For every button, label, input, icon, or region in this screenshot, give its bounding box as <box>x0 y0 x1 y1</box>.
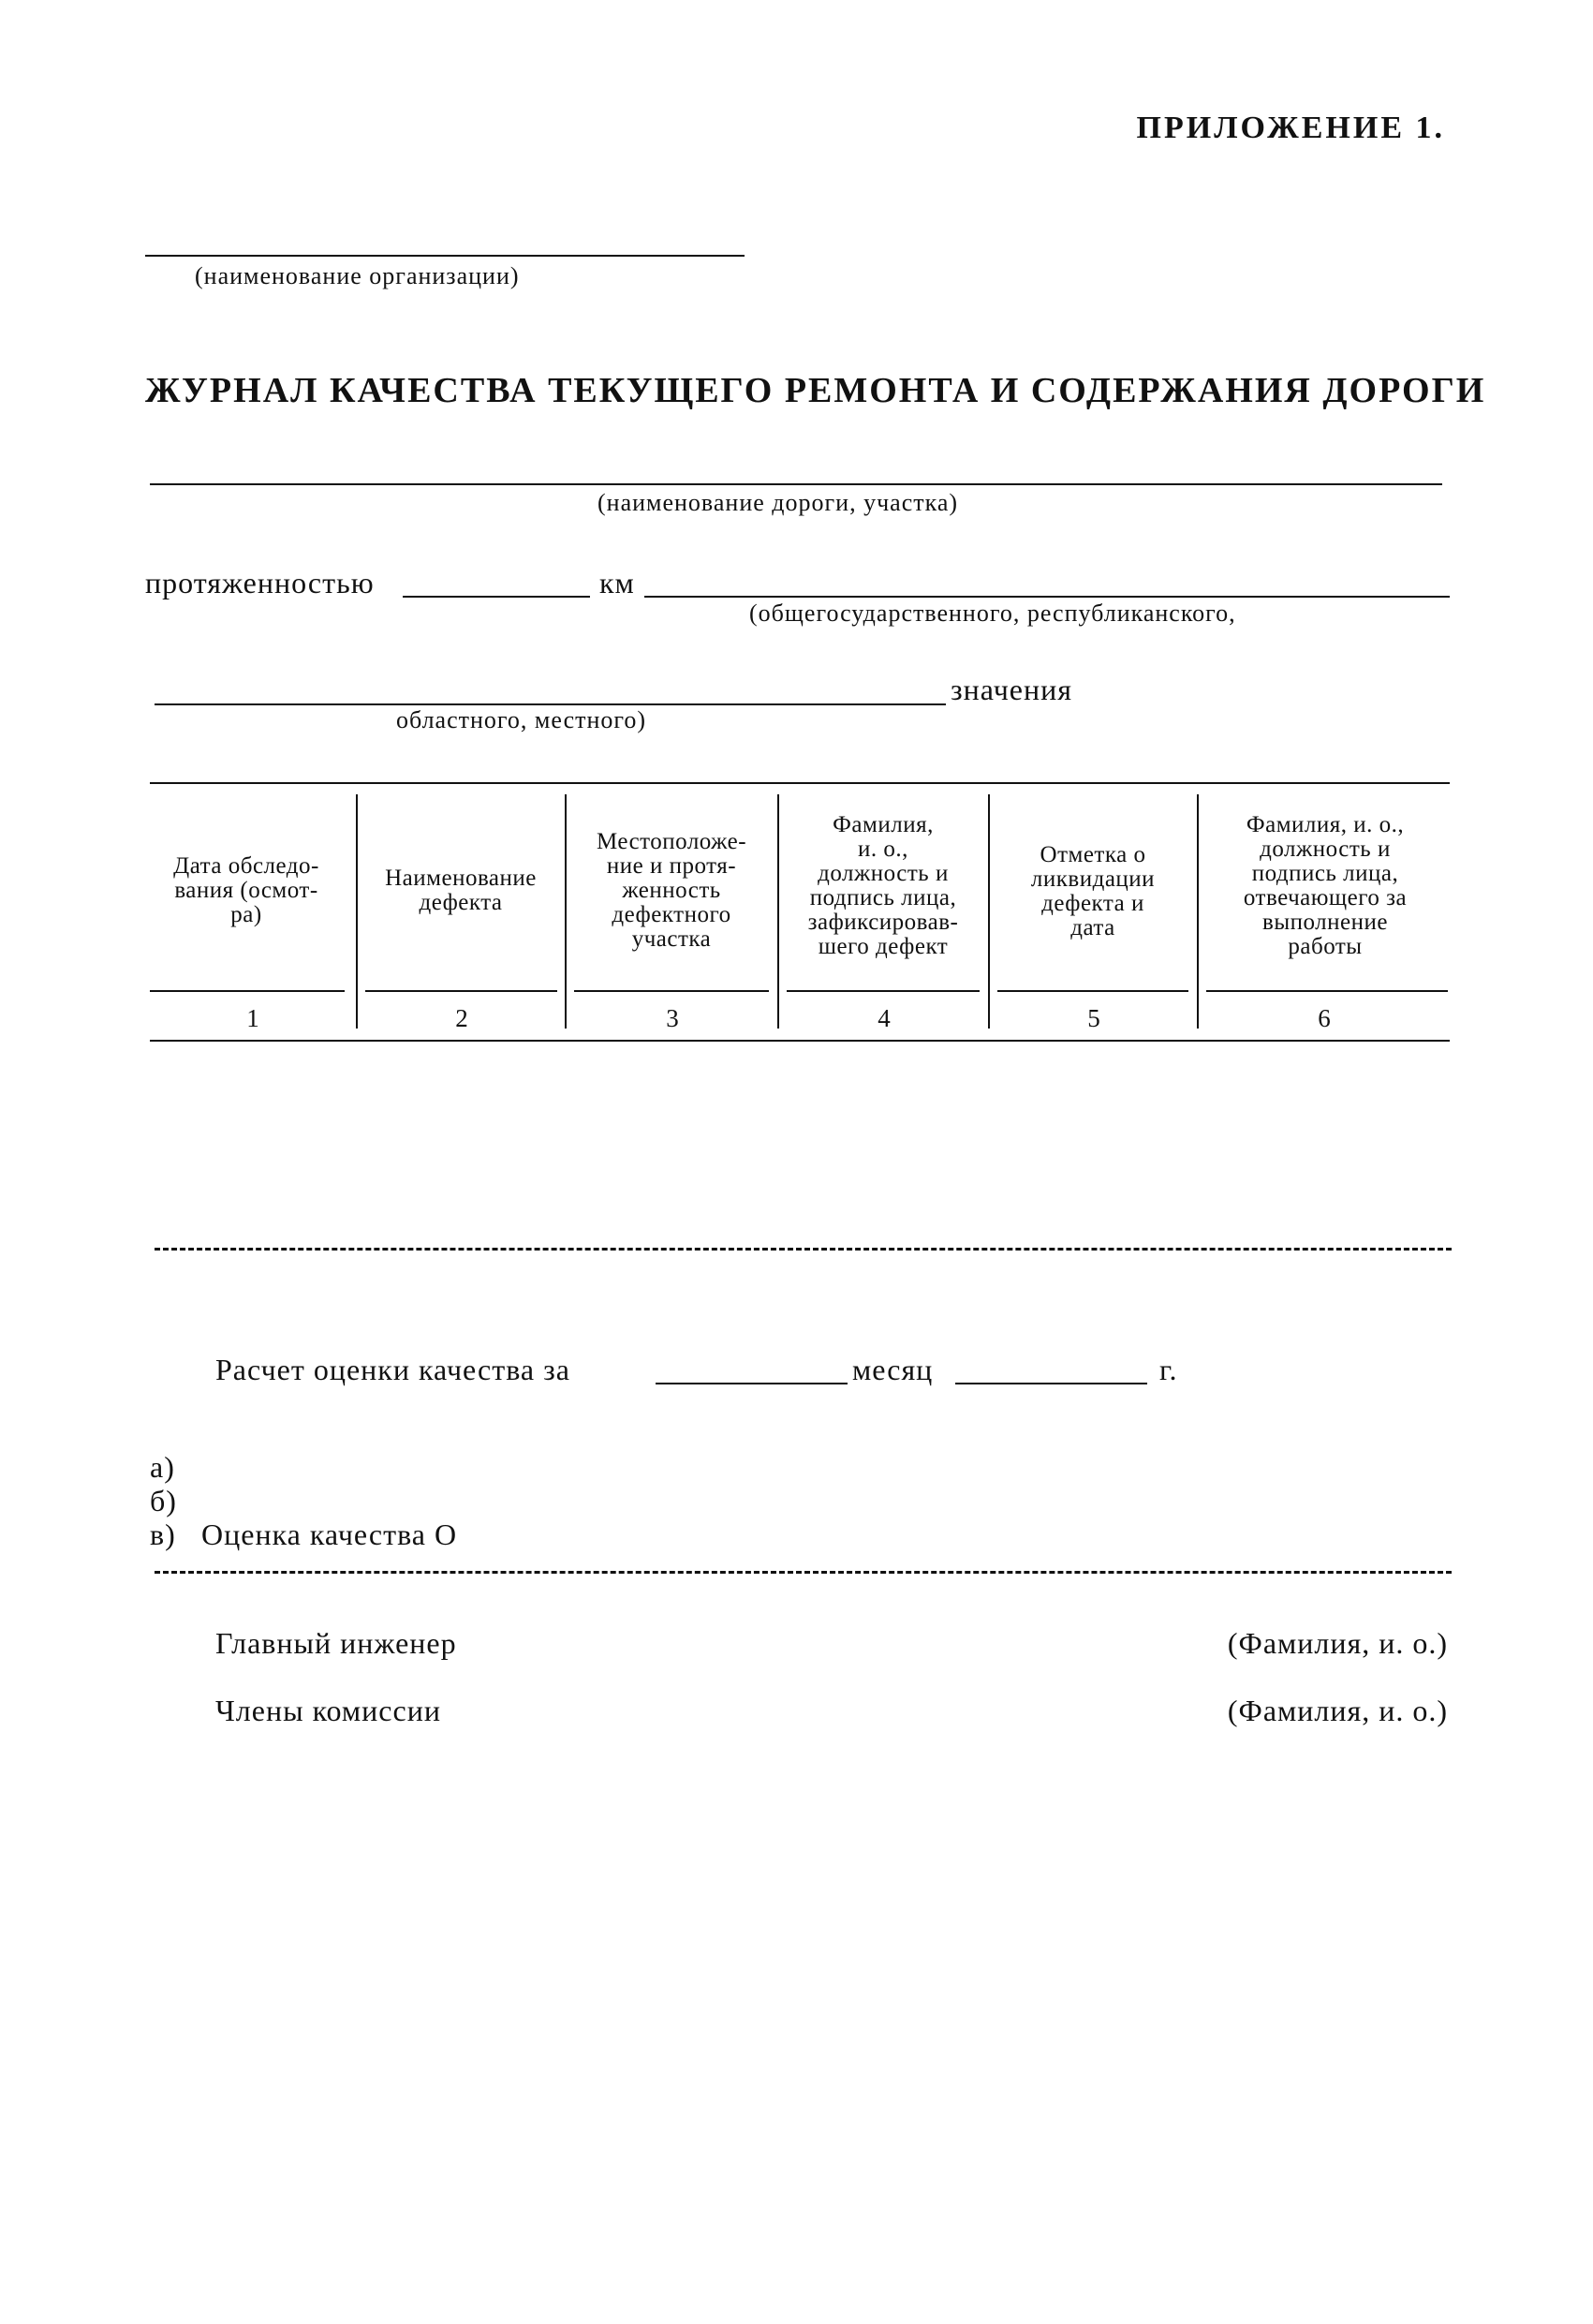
header-inspection-date: Дата обследо- вания (осмот- ра) <box>173 853 319 927</box>
item-a: а) <box>150 1450 175 1484</box>
header-elimination-mark: Отметка о ликвидации дефекта и дата <box>1030 842 1156 940</box>
column-separator <box>988 794 990 1029</box>
road-name-caption: (наименование дороги, участка) <box>597 489 959 516</box>
calc-prefix: Расчет оценки качества за <box>215 1353 570 1386</box>
header-recorder: Фамилия, и. о., должность и подпись лица, зафиксировав- шего дефект <box>807 812 959 959</box>
chief-engineer-name-placeholder: (Фамилия, и. о.) <box>1227 1626 1448 1660</box>
appendix-label: ПРИЛОЖЕНИЕ 1. <box>1136 111 1445 145</box>
header-underline <box>574 990 769 992</box>
journal-title: ЖУРНАЛ КАЧЕСТВА ТЕКУЩЕГО РЕМОНТА И СОДЕРЖАНИЯ ДОРОГИ <box>145 371 1486 410</box>
column-number: 4 <box>878 1004 891 1032</box>
header-underline <box>787 990 980 992</box>
calc-year-suffix: г. <box>1159 1353 1178 1386</box>
column-number: 5 <box>1087 1004 1100 1032</box>
calc-month-label: месяц <box>852 1353 934 1386</box>
header-underline <box>1206 990 1448 992</box>
commission-members-label: Члены комиссии <box>215 1694 441 1727</box>
km-label: км <box>599 566 635 600</box>
column-number: 1 <box>246 1004 259 1032</box>
dashed-separator <box>155 1571 1452 1574</box>
calc-year-value-line <box>955 1383 1147 1384</box>
header-underline <box>997 990 1188 992</box>
item-v: в) <box>150 1517 176 1551</box>
road-name-line <box>150 483 1442 485</box>
dashed-separator <box>155 1248 1452 1251</box>
significance-line-1 <box>644 596 1450 598</box>
calc-month-value-line <box>656 1383 848 1384</box>
column-number: 2 <box>455 1004 468 1032</box>
header-defect-name: Наименование дефекта <box>385 866 537 915</box>
significance-caption-1: (общегосударственного, республиканского, <box>749 600 1236 627</box>
length-label: протяженностью <box>145 566 375 600</box>
significance-line-2 <box>155 703 946 705</box>
chief-engineer-label: Главный инженер <box>215 1626 457 1660</box>
significance-label: значения <box>951 673 1072 706</box>
header-defect-location: Местоположе- ние и протя- женность дефектного участка <box>596 829 747 952</box>
header-underline <box>365 990 557 992</box>
length-value-line <box>403 596 590 598</box>
column-number: 6 <box>1318 1004 1331 1032</box>
column-separator <box>1197 794 1199 1029</box>
column-separator <box>565 794 567 1029</box>
column-separator <box>777 794 779 1029</box>
significance-caption-2: областного, местного) <box>396 706 647 733</box>
commission-members-name-placeholder: (Фамилия, и. о.) <box>1227 1694 1448 1727</box>
quality-score-label: Оценка качества О <box>201 1517 458 1551</box>
header-underline <box>150 990 345 992</box>
org-name-line <box>145 255 745 257</box>
table-number-row-bottom <box>150 1040 1450 1042</box>
header-responsible: Фамилия, и. о., должность и подпись лица, отвечающего за выполнение работы <box>1243 812 1408 959</box>
column-separator <box>356 794 358 1029</box>
org-name-caption: (наименование организации) <box>195 262 520 289</box>
table-top-border <box>150 782 1450 784</box>
column-number: 3 <box>666 1004 679 1032</box>
item-b: б) <box>150 1484 177 1517</box>
